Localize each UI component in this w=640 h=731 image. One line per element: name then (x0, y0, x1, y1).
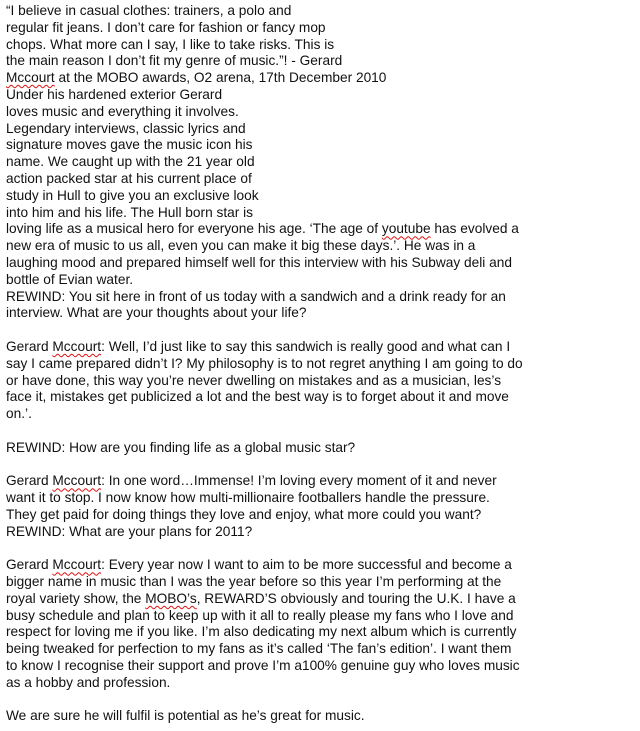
spellcheck-flagged-word: MOBO’s (145, 590, 197, 606)
text-line: REWIND: How are you finding life as a global music star? (6, 439, 356, 455)
text-line: Gerard Mccourt: Every year now I want to aim to be more successful and become a (6, 557, 512, 573)
text-line: bigger name in music than I was the year before so this year I’m performing at the (6, 574, 502, 590)
spellcheck-flagged-word: Mccourt (52, 338, 102, 354)
text-line: royal variety show, the MOBO’s, REWARD’S obviously and touring the U.K. I have a (6, 590, 516, 606)
document-body (6, 3, 636, 725)
text-line: chops. What more can I say, I like to take risks. This is (6, 36, 335, 52)
text-line: loving life as a musical hero for everyone his age. ‘The age of youtube has evolved a (6, 221, 519, 237)
text-line: study in Hull to give you an exclusive look (6, 187, 259, 203)
blank-line (6, 457, 636, 474)
spellcheck-flagged-word: Mccourt (6, 70, 55, 86)
text-line: Mccourt at the MOBO awards, O2 arena, 17th December 2010 (6, 70, 387, 86)
blank-line (6, 692, 636, 709)
spellcheck-flagged-word: Mccourt (52, 557, 102, 573)
text-line: bottle of Evian water. (6, 271, 134, 287)
text-line: Gerard Mccourt: In one word…Immense! I’m loving every moment of it and never (6, 473, 497, 489)
text-line: They get paid for doing things they love and enjoy, what more could you want? (6, 506, 482, 522)
text-line: on.’. (6, 406, 32, 422)
text-line: Under his hardened exterior Gerard (6, 86, 223, 102)
text-line: We are sure he will fulfil is potential as he’s great for music. (6, 708, 365, 724)
text-line: being tweaked for perfection to my fans as it’s called ‘The fan’s edition’. I want them (6, 641, 512, 657)
text-line: loves music and everything it involves. (6, 103, 239, 119)
text-line: new era of music to us all, even you can make it big these days.’. He was in a (6, 238, 476, 254)
text-line: busy schedule and plan to keep up with it all to really please my fans who I love and (6, 607, 514, 623)
blank-line (6, 423, 636, 440)
text-line: respect for loving me if you like. I’m also dedicating my next album which is currently (6, 624, 517, 640)
text-line: want it to stop. I now know how multi-millionaire footballers handle the pressure. (6, 490, 490, 506)
spellcheck-flagged-word: youtube (381, 221, 431, 237)
text-line: laughing mood and prepared himself well for this interview with his Subway deli and (6, 254, 512, 270)
text-line: “I believe in casual clothes: trainers, a polo and (6, 3, 292, 18)
text-line: Legendary interviews, classic lyrics and (6, 120, 246, 136)
text-line: the main reason I don’t fit my genre of music.”! - Gerard (6, 53, 343, 69)
text-line: REWIND: What are your plans for 2011? (6, 523, 253, 539)
text-line: REWIND: You sit here in front of us today with a sandwich and a drink ready for an (6, 288, 506, 304)
text-line: say I came prepared didn’t I? My philosophy is to not regret anything I am going to do (6, 355, 523, 371)
text-line: to know I recognise their support and prove I’m a100% genuine guy who loves music (6, 658, 520, 674)
text-line: Gerard Mccourt: Well, I’d just like to say this sandwich is really good and what can I (6, 338, 511, 354)
blank-line (6, 541, 636, 558)
text-line: regular fit jeans. I don’t care for fashion or fancy mop (6, 19, 326, 35)
text-line: interview. What are your thoughts about your life? (6, 305, 307, 321)
text-line: face it, mistakes get publicized a lot and the best way is to forget about it and move (6, 389, 509, 405)
text-line: into him and his life. The Hull born star is (6, 204, 253, 220)
text-line: or have done, this way you’re never dwelling on mistakes and as a musician, les’s (6, 372, 502, 388)
blank-line (6, 322, 636, 339)
text-line: name. We caught up with the 21 year old (6, 154, 255, 170)
spellcheck-flagged-word: Mccourt (52, 473, 102, 489)
text-line: action packed star at his current place of (6, 170, 252, 186)
text-line: as a hobby and profession. (6, 674, 171, 690)
text-line: signature moves gave the music icon his (6, 137, 253, 153)
